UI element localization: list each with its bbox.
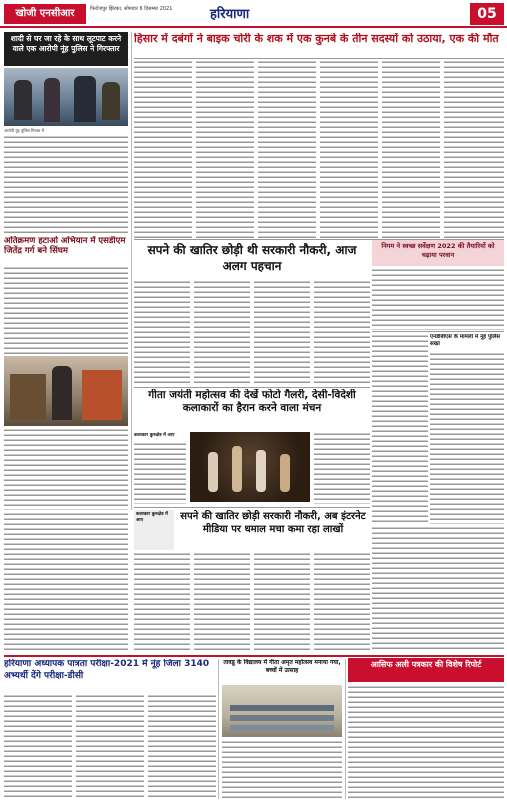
story-body [134, 442, 186, 504]
story-headline: अतिक्रमण हटाओ अभियान में एसडीएम जितेंद्र गर्ग बने सिंघम [4, 236, 126, 256]
story-body [314, 280, 370, 384]
story-body [196, 60, 254, 238]
story-body [320, 60, 378, 238]
masthead [0, 0, 507, 28]
story-body [314, 432, 370, 504]
story-photo [222, 685, 342, 737]
story-body [134, 60, 192, 238]
story-body [372, 268, 504, 330]
story-headline-box [372, 240, 504, 266]
story-body [148, 694, 216, 798]
story-photo [4, 356, 128, 426]
story-body [4, 512, 128, 652]
report-box-headline [348, 658, 504, 682]
story-body [4, 428, 128, 510]
story-body [254, 552, 310, 652]
story-headline: सपने की खातिर छोड़ी सरकारी नौकरी, अब इंटरनेट मीडिया पर धमाल मचा कमा रहा लाखों [180, 511, 366, 535]
story-body [348, 685, 504, 798]
story-headline: एनडीबीएस के मामलों में नूंह पुलिस सख्त [430, 334, 500, 347]
story-headline: हरियाणा अध्यापक पात्रता परीक्षा-2021 में नूंह जिला 3140 अभ्यर्थी देंगे परीक्षा-डीसी [4, 659, 210, 681]
story-photo [4, 68, 128, 126]
report-headline: आसिफ अली पत्रकार की विशेष रिपोर्ट [370, 660, 482, 669]
story-photo [190, 432, 310, 502]
newspaper-brand: खोजी एनसीआर [4, 4, 86, 24]
story-body [254, 280, 310, 384]
story-body [444, 60, 504, 238]
story-subhead: कलाकार कुरुक्षेत्र में आए [136, 512, 168, 523]
story-headline: गीता जयंती महोत्सव की देखें फोटो गैलरी, देसी-विदेशी कलाकारों का हैरान करने वाला मंचन [148, 389, 356, 414]
story-subhead-box [134, 510, 174, 550]
story-body [372, 334, 428, 524]
story-body [258, 60, 316, 238]
photo-caption: आरोपी नूंह पुलिस गिरफ्त में [4, 128, 44, 133]
story-subhead: कलाकार कुरुक्षेत्र में आए [134, 433, 175, 438]
story-headline: शादी से घर जा रहे के साथ लूटपाट करने वाले एक आरोपी नूंह पुलिस ने गिरफ्तार [10, 34, 122, 53]
dateline: फिरोजपुर झिरका, सोमवार 6 दिसम्बर 2021 [90, 6, 173, 12]
story-headline: तावडू के विद्यालय में गीता अमृत महोत्सव मनाया गया, बच्चों में उत्साह [223, 659, 341, 674]
story-body [314, 552, 370, 652]
story-body [4, 135, 128, 235]
story-body [194, 280, 250, 384]
story-body [4, 694, 72, 798]
story-headline-box [4, 32, 128, 66]
story-body [76, 694, 144, 798]
story-headline: निगम ने स्वच्छ सर्वेक्षण 2022 की तैयारियों को चढ़ाया परवान [381, 242, 495, 259]
section-title: हरियाणा [210, 7, 250, 22]
lead-headline: हिसार में दबंगों ने बाइक चोरी के शक में एक कुनबे के तीन सदस्यों को उठाया, एक की मौत [134, 33, 499, 45]
story-body [134, 280, 190, 384]
story-body [222, 740, 342, 798]
story-headline: सपने की खातिर छोड़ी थी सरकारी नौकरी, आज अलग पहचान [147, 243, 357, 273]
story-body [194, 552, 250, 652]
story-body [134, 552, 190, 652]
story-body [4, 266, 128, 354]
story-body [372, 526, 504, 652]
story-body [430, 352, 504, 524]
page-number: 05 [470, 3, 504, 25]
story-body [382, 60, 440, 238]
